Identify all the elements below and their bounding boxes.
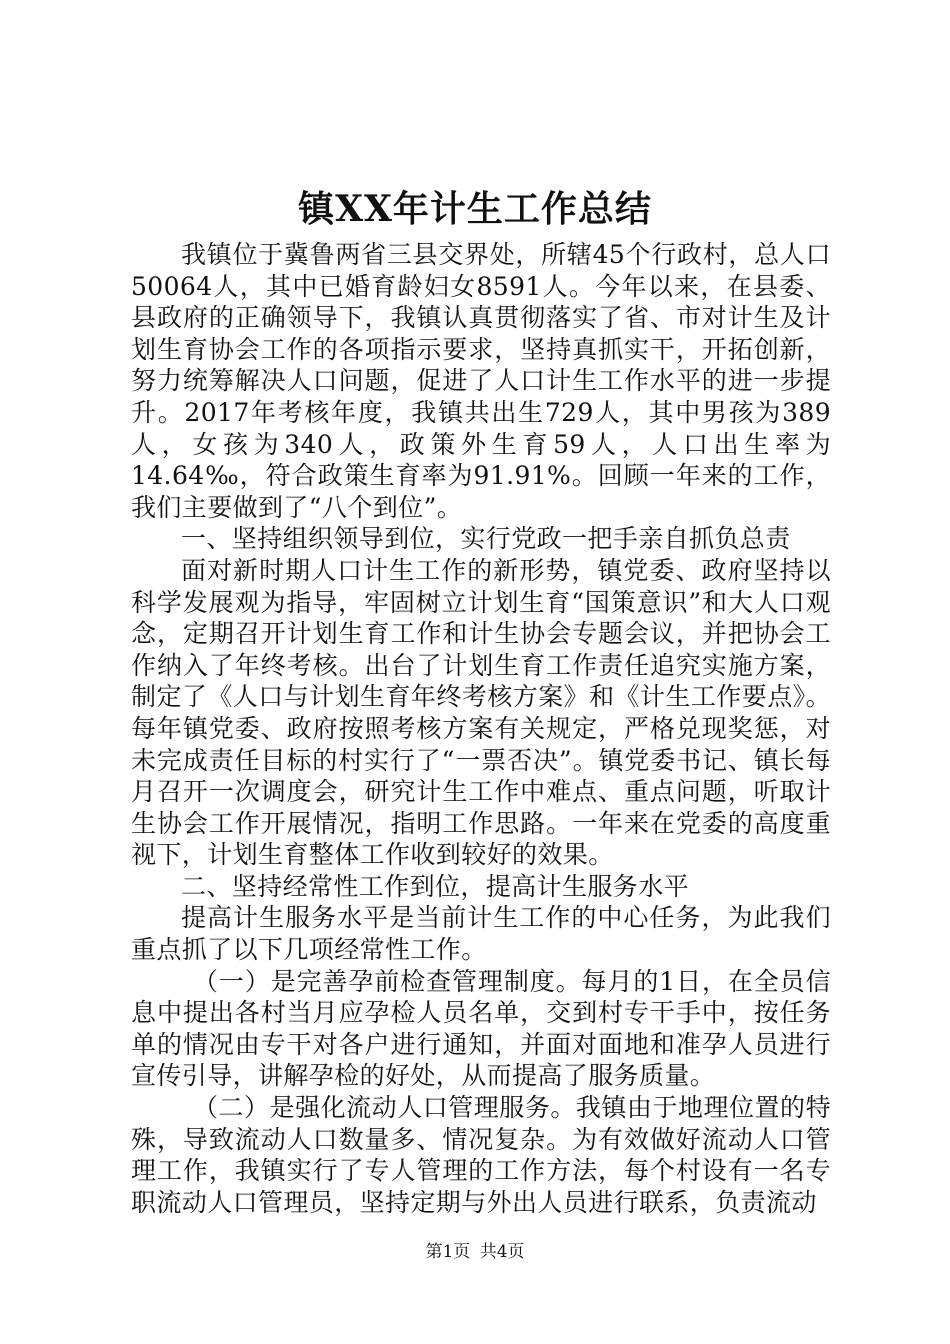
page-number: 第1页 [425, 1242, 471, 1262]
section-2-paragraph: 提高计生服务水平是当前计生工作的中心任务，为此我们重点抓了以下几项经常性工作。 [131, 903, 831, 965]
section-1-paragraph: 面对新时期人口计生工作的新形势，镇党委、政府坚持以科学发展观为指导，牢固树立计划生育“国策意识”和大人口观念，定期召开计划生育工作和计生协会专题会议，并把协会工作纳入了年终考核。出台了计划生育工作责任追究实施方案，制定了《人口与计划生育年终考核方案》和《计生工作要点》。每年镇党委、政府按照考核方案有关规定，严格兑现奖惩，对未完成责任目标的村实行了“一票否决”。镇党委书记、镇长每月召开一次调度会，研究计生工作中难点、重点问题，听取计生协会工作开展情况，指明工作思路。一年来在党委的高度重视下，计划生育整体工作收到较好的效果。 [131, 555, 831, 870]
section-heading-1: 一、坚持组织领导到位，实行党政一把手亲自抓负总责 [181, 524, 791, 554]
page-total: 共4页 [479, 1242, 525, 1262]
subsection-2-paragraph: （二）是强化流动人口管理服务。我镇由于地理位置的特殊，导致流动人口数量多、情况复杂。为有效做好流动人口管理工作，我镇实行了专人管理的工作方法，每个村设有一名专职流动人口管理员，坚持定期与外出人员进行联系，负责流动 [131, 1093, 831, 1217]
intro-paragraph: 我镇位于冀鲁两省三县交界处，所辖45个行政村，总人口50064人，其中已婚育龄妇女8591人。今年以来，在县委、县政府的正确领导下，我镇认真贯彻落实了省、市对计生及计划生育协会工作的各项指示要求，坚持真抓实干，开拓创新，努力统筹解决人口问题，促进了人口计生工作水平的进一步提升。2017年考核年度，我镇共出生729人，其中男孩为389人，女孩为340人，政策外生育59人，人口出生率为14.64‰，符合政策生育率为91.91%。回顾一年来的工作，我们主要做到了“八个到位”。 [131, 240, 831, 522]
page-footer [0, 1240, 950, 1264]
document-title: 镇XX年计生工作总结 [298, 188, 652, 230]
section-heading-2: 二、坚持经常性工作到位，提高计生服务水平 [181, 871, 690, 901]
document-body [131, 239, 831, 1218]
subsection-1-paragraph: （一）是完善孕前检查管理制度。每月的1日，在全员信息中提出各村当月应孕检人员名单，交到村专干手中，按任务单的情况由专干对各户进行通知，并面对面地和准孕人员进行宣传引导，讲解孕检的好处，从而提高了服务质量。 [131, 966, 831, 1091]
